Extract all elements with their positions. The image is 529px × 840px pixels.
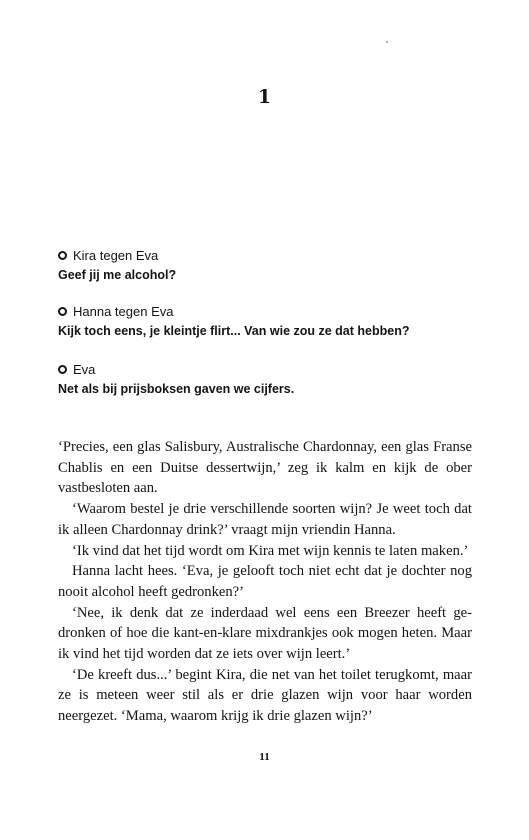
chapter-number: 1 xyxy=(257,86,272,108)
message-text: Kijk toch eens, je kleintje flirt... Van wie zou ze dat hebben? xyxy=(58,324,410,338)
message-block xyxy=(58,247,478,284)
message-block xyxy=(58,303,478,340)
message-text: Geef jij me alcohol? xyxy=(58,268,177,282)
message-sender: Eva xyxy=(73,362,96,377)
paragraph: Hanna lacht hees. ‘Eva, je gelooft toch niet echt dat je dochter nog nooit alcohol heeft gedronken?’ xyxy=(58,563,472,600)
print-speck xyxy=(386,41,388,43)
paragraph: ‘Waarom bestel je drie verschillende soorten wijn? Je weet toch dat ik alleen Chardonnay drink?’ vraagt mijn vriendin Hanna. xyxy=(58,501,472,538)
page-number: 11 xyxy=(259,751,270,763)
message-sender: Kira tegen Eva xyxy=(73,248,159,263)
bullet-circle-icon xyxy=(58,307,67,316)
paragraph: ‘Nee, ik denk dat ze inderdaad wel eens een Breezer heeft gedronken of hoe die kant-en-klare mixdrankjes ook mogen heten. Maar ik vind het tijd worden dat ze iets over wijn leert.’ xyxy=(58,604,472,663)
paragraph: ‘Ik vind dat het tijd wordt om Kira met wijn kennis te laten maken.’ xyxy=(72,542,469,559)
body-text xyxy=(58,437,472,727)
paragraph: ‘De kreeft dus...’ begint Kira, die net van het toilet terugkomt, maar ze is meteen weer stil als er drie glazen wijn voor haar worden neergezet. ‘Mama, waarom krijg ik drie glazen wijn?’ xyxy=(58,666,472,725)
bullet-circle-icon xyxy=(58,365,67,374)
message-header xyxy=(58,303,478,320)
message-header xyxy=(58,361,478,378)
message-text: Net als bij prijsboksen gaven we cijfers. xyxy=(58,382,295,396)
message-header xyxy=(58,247,478,264)
bullet-circle-icon xyxy=(58,251,67,260)
paragraph: ‘Precies, een glas Salisbury, Australische Chardonnay, een glas Franse Chablis en een Duitse dessertwijn,’ zeg ik kalm en kijk de ober vastbesloten aan. xyxy=(58,439,472,497)
message-sender: Hanna tegen Eva xyxy=(73,304,174,319)
message-block xyxy=(58,361,478,398)
